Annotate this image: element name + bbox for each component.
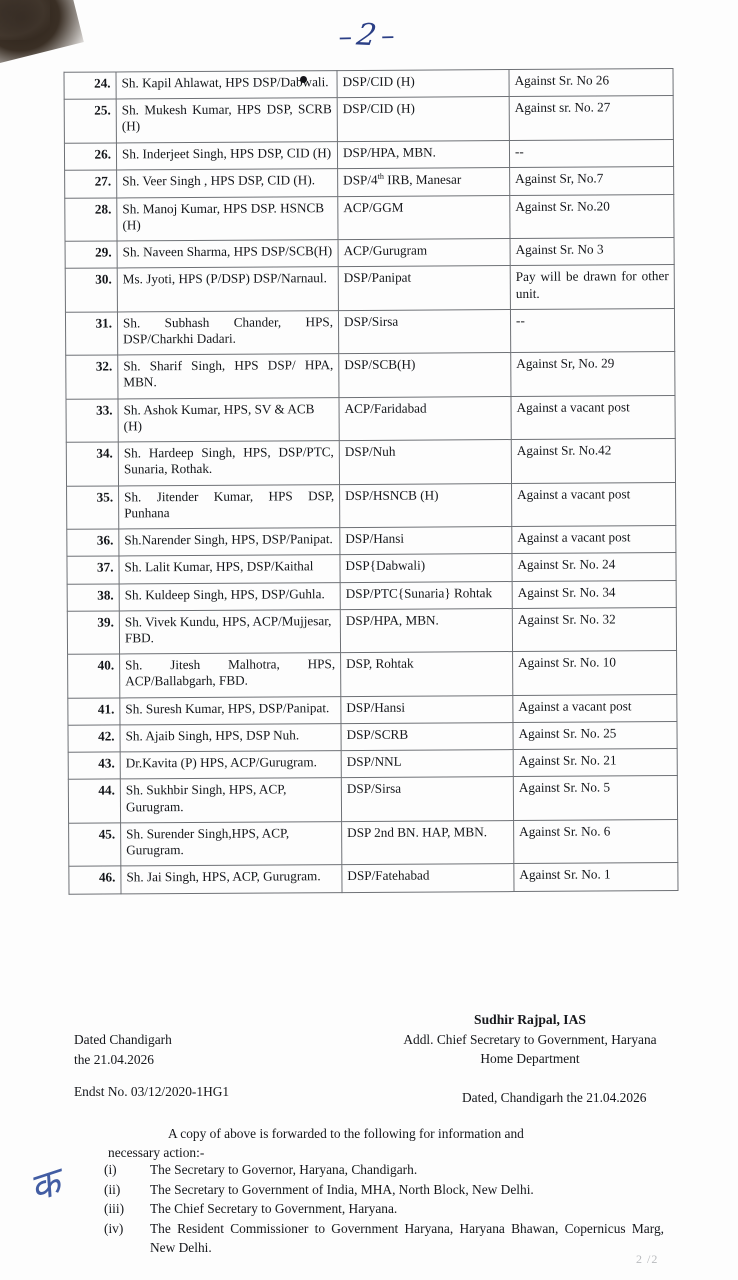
cell-posted-as: DSP/Nuh (339, 440, 511, 485)
cell-serial-number: 33. (66, 399, 118, 443)
transfer-roster-table (63, 68, 678, 894)
list-item-text: The Chief Secretary to Government, Haryana. (150, 1201, 398, 1217)
cell-name-and-posting: Sh. Jitender Kumar, HPS DSP, Punhana (119, 484, 340, 529)
table-row (65, 238, 674, 269)
list-item (104, 1180, 664, 1200)
cell-name-and-posting: Sh. Jitesh Malhotra, HPS, ACP/Ballabgarh, FBD. (120, 653, 341, 698)
cell-name-and-posting: Ms. Jyoti, HPS (P/DSP) DSP/Narnaul. (117, 267, 338, 312)
cell-name-and-posting: Sh. Naveen Sharma, HPS DSP/SCB(H) (117, 240, 338, 269)
cell-name-and-posting: Sh. Kapil Ahlawat, HPS DSP/Dabwali. (116, 71, 337, 100)
cell-serial-number: 35. (67, 486, 119, 530)
cell-posted-as: DSP/Hansi (340, 527, 512, 555)
cell-name-and-posting: Sh. Lalit Kumar, HPS, DSP/Kaithal (119, 555, 340, 584)
cell-posted-as: DSP/CID (H) (337, 70, 509, 98)
cell-serial-number: 39. (67, 611, 119, 655)
copy-forward-note (108, 1124, 668, 1162)
cell-name-and-posting: Sh. Hardeep Singh, HPS, DSP/PTC, Sunaria, Rothak. (118, 441, 339, 486)
table-row (68, 651, 677, 698)
cell-name-and-posting: Sh.Narender Singh, HPS, DSP/Panipat. (119, 528, 340, 557)
cell-remarks: Against Sr. No 3 (510, 238, 674, 266)
signatory-name: Sudhir Rajpal, IAS (474, 1012, 586, 1027)
cell-posted-as: DSP/SCRB (341, 722, 513, 750)
table-row (64, 69, 673, 100)
cell-remarks: Against Sr. No. 21 (513, 749, 677, 777)
cell-remarks: Against a vacant post (512, 482, 676, 526)
cell-serial-number: 26. (64, 143, 116, 171)
copy-forward-line-2: necessary action:- (108, 1145, 205, 1161)
cell-remarks: Against a vacant post (512, 526, 676, 554)
cell-serial-number: 34. (66, 442, 118, 486)
page-marker-dash-left: – (338, 21, 358, 53)
cell-name-and-posting: Sh. Sukhbir Singh, HPS, ACP, Gurugram. (120, 778, 341, 823)
table-row (65, 265, 674, 312)
cell-posted-as: DSP/HSNCB (H) (340, 483, 512, 528)
cell-serial-number: 42. (68, 725, 120, 753)
cell-posted-as: DSP/Hansi (341, 695, 513, 723)
cell-serial-number: 44. (68, 779, 120, 823)
cell-posted-as: DSP/Sirsa (338, 309, 510, 354)
cell-posted-as: DSP/Sirsa (341, 777, 513, 822)
cell-remarks: Against Sr. No. 34 (512, 580, 676, 608)
table-row (68, 749, 677, 780)
endorsement-date: Dated, Chandigarh the 21.04.2026 (462, 1090, 647, 1105)
cell-remarks: Against Sr. No 26 (509, 69, 673, 97)
cell-posted-as: DSP/CID (H) (337, 97, 509, 142)
cell-serial-number: 25. (64, 99, 116, 143)
cell-name-and-posting: Sh. Manoj Kumar, HPS DSP. HSNCB (H) (117, 196, 338, 241)
table-row (66, 395, 675, 442)
cell-posted-as: DSP/NNL (341, 750, 513, 778)
table-row (64, 139, 673, 170)
cell-name-and-posting: Sh. Kuldeep Singh, HPS, DSP/Guhla. (119, 582, 340, 611)
list-item-numeral: (ii) (104, 1181, 121, 1197)
cell-remarks: Against Sr, No. 29 (511, 352, 675, 396)
cell-name-and-posting: Sh. Ajaib Singh, HPS, DSP Nuh. (120, 724, 341, 753)
list-item-text: The Secretary to Government of India, MHA, North Block, New Delhi. (150, 1181, 534, 1197)
handwritten-initial-annotation: क (24, 1159, 66, 1211)
cell-remarks: Pay will be drawn for other unit. (510, 265, 674, 309)
list-item-text: The Secretary to Governor, Haryana, Chandigarh. (150, 1162, 418, 1177)
cell-remarks: Against Sr. No. 32 (512, 607, 676, 651)
table-row (66, 439, 675, 486)
cell-remarks: Against Sr. No.42 (511, 439, 675, 483)
dated-date: the 21.04.2026 (74, 1052, 154, 1068)
list-item-numeral: (iv) (104, 1220, 124, 1236)
cell-remarks: Against sr. No. 27 (509, 96, 673, 140)
table-row (68, 721, 677, 752)
list-item-numeral: (i) (104, 1162, 117, 1177)
table-row (69, 863, 678, 894)
cell-serial-number: 37. (67, 556, 119, 584)
table-row (65, 308, 674, 355)
cell-serial-number: 32. (66, 355, 118, 399)
table-row (66, 352, 675, 399)
list-item-text: The Resident Commissioner to Government Haryana, Haryana Bhawan, Copernicus Marg, New Delhi. (150, 1220, 664, 1256)
cell-serial-number: 29. (65, 241, 117, 269)
cell-name-and-posting: Sh. Veer Singh , HPS DSP, CID (H). (117, 169, 338, 198)
cell-remarks: Against a vacant post (513, 694, 677, 722)
cell-serial-number: 46. (69, 866, 121, 894)
cell-serial-number: 40. (68, 654, 120, 698)
cell-name-and-posting: Sh. Surender Singh,HPS, ACP, Gurugram. (121, 821, 342, 866)
cell-posted-as: DSP/Panipat (338, 266, 510, 311)
table-row (67, 607, 676, 654)
cell-serial-number: 27. (65, 170, 117, 198)
cell-name-and-posting: Sh. Sharif Singh, HPS DSP/ HPA, MBN. (118, 354, 339, 399)
signatory-designation: Addl. Chief Secretary to Government, Haryana (403, 1031, 657, 1047)
table-row (68, 776, 677, 823)
cell-serial-number: 43. (68, 752, 120, 780)
cell-serial-number: 30. (65, 268, 117, 312)
cell-name-and-posting: Sh. Mukesh Kumar, HPS DSP, SCRB (H) (116, 98, 337, 143)
page-marker-number: 2 (354, 17, 384, 54)
cell-serial-number: 28. (65, 198, 117, 242)
table-row (65, 194, 674, 241)
cell-remarks: Against Sr. No. 1 (514, 863, 678, 891)
cell-name-and-posting: Sh. Subhash Chander, HPS, DSP/Charkhi Dadari. (117, 310, 338, 355)
page-number-footer: 2 /2 (636, 1252, 659, 1266)
table-row (65, 166, 674, 197)
table-row (67, 526, 676, 557)
cell-serial-number: 45. (69, 823, 121, 867)
list-item (104, 1219, 664, 1258)
endorsement-number: Endst No. 03/12/2020-1HG1 (74, 1084, 230, 1099)
dated-place-block (74, 1030, 172, 1070)
cell-remarks: Against Sr. No. 6 (514, 819, 678, 863)
cell-name-and-posting: Sh. Inderjeet Singh, HPS DSP, CID (H) (116, 141, 337, 170)
signatory-department: Home Department (480, 1051, 580, 1067)
cell-remarks: Against Sr. No.20 (510, 194, 674, 238)
cell-remarks: -- (509, 139, 673, 167)
handwritten-page-marker (0, 8, 738, 62)
cell-posted-as: ACP/GGM (338, 195, 510, 240)
dated-place: Dated Chandigarh (74, 1032, 172, 1047)
list-item (104, 1199, 664, 1219)
cell-posted-as: DSP/4th IRB, Manesar (338, 167, 510, 196)
cell-name-and-posting: Sh. Ashok Kumar, HPS, SV & ACB (H) (118, 397, 339, 442)
cell-posted-as: DSP/PTC{Sunaria} Rohtak (340, 581, 512, 609)
cell-name-and-posting: Sh. Suresh Kumar, HPS, DSP/Panipat. (120, 696, 341, 725)
table-row (67, 482, 676, 529)
signature-block (380, 1010, 680, 1069)
transfer-roster-body (64, 69, 678, 894)
cell-remarks: Against Sr. No. 24 (512, 553, 676, 581)
cell-name-and-posting: Dr.Kavita (P) HPS, ACP/Gurugram. (120, 751, 341, 780)
table-row (69, 819, 678, 866)
cell-serial-number: 31. (65, 312, 117, 356)
cell-remarks: Against Sr. No. 25 (513, 721, 677, 749)
cell-serial-number: 41. (68, 698, 120, 726)
cell-remarks: Against Sr, No.7 (510, 166, 674, 195)
cell-remarks: Against Sr. No. 10 (513, 651, 677, 695)
copy-forward-line-1: A copy of above is forwarded to the following for information and (168, 1126, 524, 1141)
table-row (67, 553, 676, 584)
cell-posted-as: DSP 2nd BN. HAP, MBN. (342, 820, 514, 865)
cell-posted-as: DSP, Rohtak (341, 652, 513, 697)
cell-posted-as: DSP{Dabwali) (340, 554, 512, 582)
page-marker-dash-right: – (380, 20, 400, 52)
list-item-numeral: (iii) (104, 1201, 125, 1217)
distribution-list (104, 1160, 664, 1258)
cell-remarks: -- (510, 308, 674, 352)
cell-serial-number: 36. (67, 529, 119, 557)
cell-serial-number: 38. (67, 583, 119, 611)
cell-posted-as: ACP/Gurugram (338, 239, 510, 267)
cell-posted-as: DSP/HPA, MBN. (337, 140, 509, 168)
cell-posted-as: DSP/Fatehabad (342, 864, 514, 892)
cell-name-and-posting: Sh. Jai Singh, HPS, ACP, Gurugram. (121, 865, 342, 894)
cell-posted-as: DSP/HPA, MBN. (340, 608, 512, 653)
cell-remarks: Against Sr. No. 5 (513, 776, 677, 820)
table-row (64, 96, 673, 143)
cell-posted-as: DSP/SCB(H) (339, 353, 511, 398)
table-row (67, 580, 676, 611)
cell-name-and-posting: Sh. Vivek Kundu, HPS, ACP/Mujjesar, FBD. (119, 609, 340, 654)
table-row (68, 694, 677, 725)
cell-posted-as: ACP/Faridabad (339, 396, 511, 441)
list-item (104, 1160, 664, 1180)
cell-serial-number: 24. (64, 72, 116, 100)
cell-remarks: Against a vacant post (511, 395, 675, 439)
transfer-roster-table-container (63, 68, 669, 894)
